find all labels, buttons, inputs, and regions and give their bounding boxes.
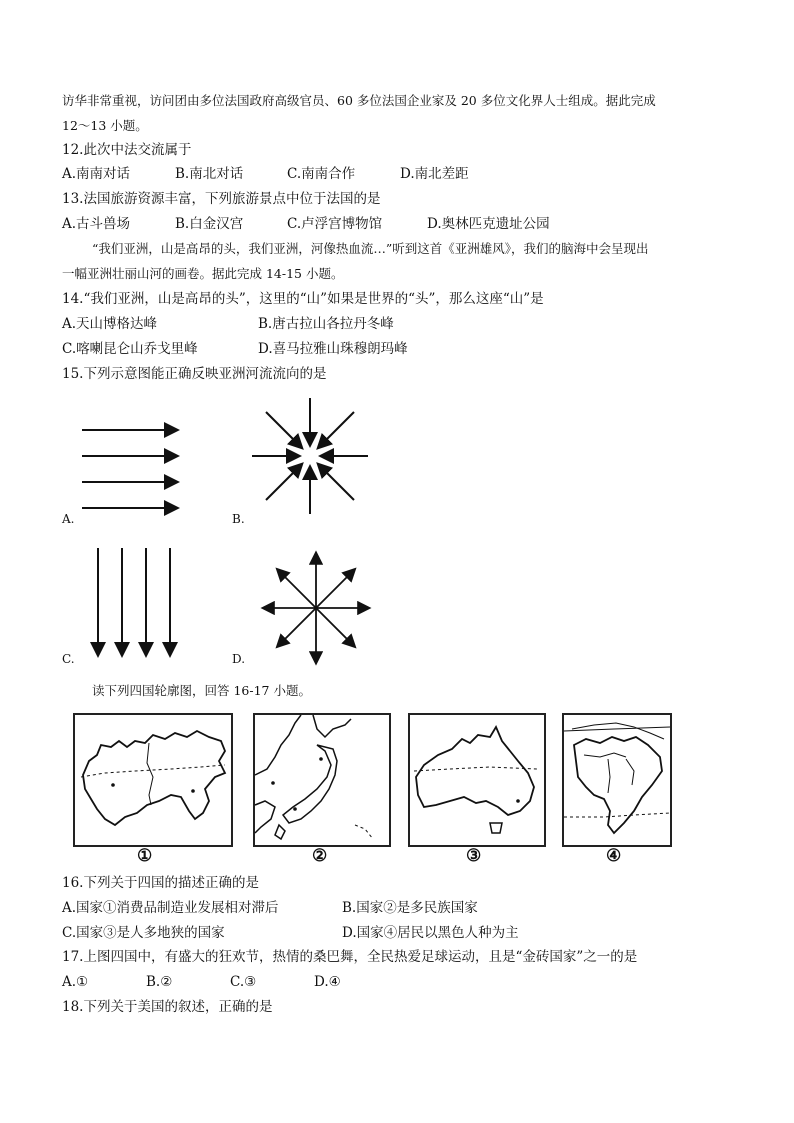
read-maps-instruction: 读下列四国轮廓图，回答 16-17 小题。 (92, 683, 311, 698)
map-1-number: ① (137, 846, 153, 866)
q17-option-b[interactable]: B.② (146, 974, 173, 990)
q16-option-c[interactable]: C.国家③是人多地狭的国家 (62, 925, 225, 941)
q13-option-c[interactable]: C.卢浮宫博物馆 (287, 216, 383, 232)
q14-option-d[interactable]: D.喜马拉雅山珠穆朗玛峰 (258, 341, 408, 357)
diagram-c-label: C. (62, 652, 75, 666)
q14-option-c[interactable]: C.喀喇昆仑山乔戈里峰 (62, 341, 198, 357)
passage-intro-tail: 12～13 小题。 (62, 118, 148, 133)
map-1-russia-outline[interactable] (73, 713, 233, 847)
q18-stem: 18.下列关于美国的叙述，正确的是 (62, 999, 273, 1015)
map-3-australia-outline[interactable] (408, 713, 546, 847)
q13-option-d[interactable]: D.奥林匹克遗址公园 (427, 216, 550, 232)
diagram-b-converging-arrows[interactable] (250, 396, 370, 516)
q12-option-d[interactable]: D.南北差距 (400, 166, 469, 182)
map-4-number: ④ (606, 846, 622, 866)
q16-option-d[interactable]: D.国家④居民以黑色人种为主 (342, 925, 519, 941)
q14-option-a[interactable]: A.天山博格达峰 (62, 316, 158, 332)
map-3-number: ③ (466, 846, 482, 866)
q12-option-b[interactable]: B.南北对话 (175, 166, 244, 182)
q16-option-b[interactable]: B.国家②是多民族国家 (342, 900, 478, 916)
map-2-number: ② (312, 846, 328, 866)
diagram-a-label: A. (62, 512, 75, 526)
diagram-d-label: D. (232, 652, 246, 666)
diagram-d-radiating-arrows[interactable] (256, 548, 376, 668)
diagram-b-label: B. (232, 512, 245, 526)
diagram-a-parallel-east-arrows[interactable] (80, 418, 185, 518)
q17-option-c[interactable]: C.③ (230, 974, 257, 990)
q17-option-a[interactable]: A.① (62, 974, 89, 990)
diagram-c-parallel-south-arrows[interactable] (88, 548, 178, 663)
q12-option-c[interactable]: C.南南合作 (287, 166, 356, 182)
q16-option-a[interactable]: A.国家①消费品制造业发展相对滞后 (62, 900, 279, 916)
q13-stem: 13.法国旅游资源丰富，下列旅游景点中位于法国的是 (62, 191, 381, 207)
map-2-japan-outline[interactable] (253, 713, 391, 847)
q16-stem: 16.下列关于四国的描述正确的是 (62, 875, 259, 891)
q13-option-a[interactable]: A.古斗兽场 (62, 216, 131, 232)
q12-option-a[interactable]: A.南南对话 (62, 166, 131, 182)
q13-option-b[interactable]: B.白金汉宫 (175, 216, 244, 232)
q12-stem: 12.此次中法交流属于 (62, 142, 192, 158)
passage2-line1: “我们亚洲，山是高昂的头，我们亚洲，河像热血流…”听到这首《亚洲雄风》，我们的脑海中会呈现出 (92, 241, 649, 256)
map-4-brazil-outline[interactable] (562, 713, 672, 847)
q17-stem: 17.上图四国中，有盛大的狂欢节，热情的桑巴舞，全民热爱足球运动，且是“金砖国家”之一的是 (62, 949, 638, 965)
q17-option-d[interactable]: D.④ (314, 974, 341, 990)
q14-option-b[interactable]: B.唐古拉山各拉丹冬峰 (258, 316, 394, 332)
q15-stem: 15.下列示意图能正确反映亚洲河流流向的是 (62, 366, 327, 382)
passage-intro-continued: 访华非常重视，访问团由多位法国政府高级官员、60 多位法国企业家及 20 多位文化界人士组成。据此完成 (62, 93, 656, 108)
q14-stem: 14.“我们亚洲，山是高昂的头”，这里的“山”如果是世界的“头”，那么这座“山”是 (62, 291, 544, 307)
passage2-line2: 一幅亚洲壮丽山河的画卷。据此完成 14-15 小题。 (62, 266, 344, 281)
